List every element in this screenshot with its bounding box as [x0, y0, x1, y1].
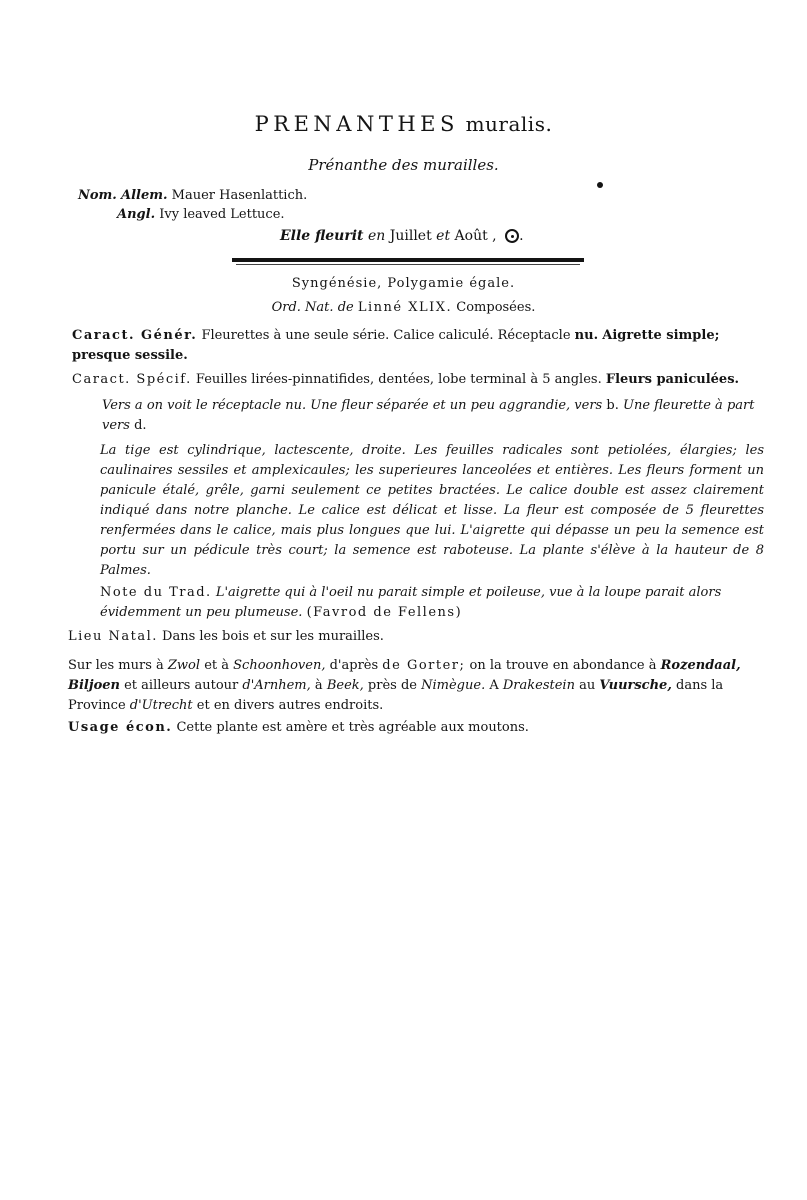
figure-note-part1: Vers — [102, 398, 131, 413]
loc-place: Biljoen — [68, 678, 120, 693]
flowering-en: en — [367, 228, 386, 244]
natural-order — [0, 300, 807, 315]
loc-text: d'après — [329, 658, 379, 673]
loc-place: d'Utrecht — [129, 698, 193, 713]
usage-label: Usage écon. — [68, 720, 173, 735]
loc-text: et en divers autres endroits. — [196, 698, 384, 713]
translator-note — [100, 583, 764, 623]
loc-text: Sur les murs à — [68, 658, 164, 673]
page-title — [0, 112, 807, 136]
linnaean-classification: Syngénésie, Polygamie égale. — [291, 276, 516, 291]
flowering-et: et — [436, 228, 451, 244]
loc-text: près de — [367, 678, 417, 693]
caract-gener-aigrette: Aigrette simple; presque sessile. — [72, 328, 720, 363]
loc-text: à — [314, 678, 323, 693]
annual-plant-icon — [505, 229, 519, 243]
loc-text: et à — [204, 658, 229, 673]
loc-place: Zwol — [167, 658, 201, 673]
loc-text: A — [489, 678, 499, 693]
localities — [68, 656, 758, 716]
caract-gener-nu: nu. — [574, 328, 599, 343]
loc-text: on la trouve en abondance à — [469, 658, 657, 673]
note-trad-label: Note du Trad. — [100, 585, 212, 600]
plant-description: La tige est cylindrique, lactescente, droite. Les feuilles radicales sont petiolées, élargies; les caulinaires sessiles et amplexicaules; les superieures lanceolées et entières. Les fleurs forment un panicule étalé, grêle, garni seulement ce petites bractées. Le calice double est assez clairement indiqué dans notre planche. Le calice est délicat et lisse. La fleur est composée de 5 fleurettes renfermées dans le calice, mais plus longues que lui. L'aigrette qui dépasse un peu la semence est portu sur un pédicule très court; la semence est raboteuse. La plante s'élève à la hauteur de 8 Palmes. — [100, 443, 764, 578]
flowering-prefix: Elle fleurit — [280, 228, 364, 244]
figure-note-part3: Une fleurette à part vers — [102, 398, 755, 433]
loc-place: Rozendaal, — [660, 658, 741, 673]
angl-label: Angl. — [117, 207, 156, 222]
note-trad-text: L'aigrette qui à l'oeil nu parait simple et poileuse, vue à la loupe parait alors évidemment un peu plumeuse. — [100, 585, 722, 620]
angl-value: Ivy leaved Lettuce. — [159, 207, 285, 222]
flowering-month: Juillet — [389, 228, 432, 244]
lieu-natal-label: Lieu Natal. — [68, 629, 158, 644]
loc-place: d'Arnhem, — [242, 678, 311, 693]
caract-specif-fleurs: Fleurs paniculées. — [605, 372, 740, 387]
caract-specif-text: Feuilles lirées-pinnatifides, dentées, lobe terminal à 5 angles. — [195, 372, 602, 387]
economic-use — [68, 720, 529, 735]
figure-note-d: d. — [134, 418, 147, 433]
generic-characters — [72, 326, 762, 366]
specific-characters — [72, 372, 739, 387]
figure-note-a: a — [134, 398, 143, 413]
flowering-month2: Août , — [454, 228, 497, 244]
loc-place: Vuursche, — [599, 678, 672, 693]
vernacular-name-english — [117, 207, 285, 222]
ord-linne: Linné XLIX. — [357, 300, 453, 315]
note-trad-credit: (Favrod de Fellens) — [306, 605, 463, 620]
vernacular-name-german — [78, 188, 307, 203]
allem-value: Mauer Hasenlattich. — [171, 188, 308, 203]
figure-explanation — [102, 396, 762, 436]
section-divider-thin — [236, 264, 580, 265]
lieu-natal-text: Dans les bois et sur les murailles. — [162, 629, 384, 644]
caract-gener-text: Fleurettes à une seule série. Calice caliculé. Réceptacle — [201, 328, 571, 343]
native-habitat — [68, 629, 384, 644]
caract-specif-label: Caract. Spécif. — [72, 372, 192, 387]
ord-family: Composées. — [456, 300, 536, 315]
ink-spot — [597, 182, 603, 188]
flowering-period: Elle fleurit en Juillet et Août , . — [280, 228, 524, 244]
figure-note-b: b. — [606, 398, 619, 413]
section-divider — [232, 258, 584, 262]
loc-text: dans la Province — [68, 678, 724, 713]
loc-author: de Gorter; — [382, 658, 466, 673]
ord-label: Ord. Nat. — [271, 300, 334, 315]
loc-text: au — [579, 678, 596, 693]
loc-place: Nimègue. — [421, 678, 486, 693]
ord-de: de — [337, 300, 354, 315]
genus-name: PRENANTHES — [254, 112, 459, 136]
allem-label: Allem. — [120, 188, 168, 203]
usage-text: Cette plante est amère et très agréable aux moutons. — [176, 720, 529, 735]
loc-place: Beek, — [326, 678, 364, 693]
loc-place: Schoonhoven, — [233, 658, 326, 673]
french-name: Prénanthe des murailles. — [308, 156, 499, 174]
loc-place: Drakestein — [502, 678, 575, 693]
nom-label: Nom. — [78, 188, 117, 203]
figure-note-part2: on voit le réceptacle nu. Une fleur séparée et un peu aggrandie, vers — [146, 398, 603, 413]
caract-gener-label: Caract. Génér. — [72, 328, 198, 343]
species-name: muralis. — [465, 112, 553, 136]
loc-text: et ailleurs autour — [124, 678, 239, 693]
